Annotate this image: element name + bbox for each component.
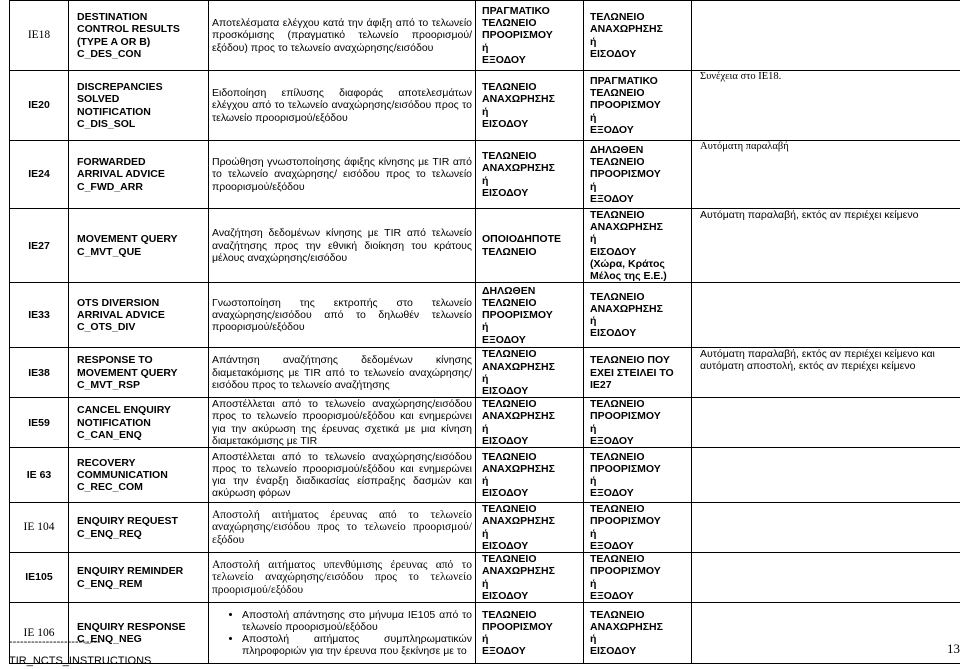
name-line: COMMUNICATION — [77, 468, 168, 481]
sender-office — [476, 398, 584, 448]
dep-line: ΕΙΣΟΔΟΥ — [590, 245, 637, 258]
dep-line: ΕΞΟΔΟΥ — [590, 123, 634, 136]
name-line: NOTIFICATION — [77, 105, 151, 118]
message-description: Αποστολή αιτήματος υπενθύμισης έρευνας από το τελωνείο αναχώρησης/εισόδου προς το τελωνείο προορισμού/εξόδου — [209, 553, 476, 603]
footer-separator: ------------------------- — [9, 636, 101, 648]
recipient-office — [584, 348, 692, 398]
recipient-office — [584, 448, 692, 503]
message-code: ΙΕ105 — [10, 553, 69, 603]
dest-line: ή — [482, 105, 489, 118]
dep-line: ή — [590, 577, 597, 590]
name-line: OTS DIVERSION — [77, 296, 160, 309]
dep-line: ή — [590, 633, 597, 646]
dep-line: ΙΕ27 — [590, 378, 612, 391]
dep-line: ή — [590, 527, 597, 540]
dest-line: ΟΠΟΙΟΔΗΠΟΤΕ — [482, 233, 562, 246]
dest-line: ΑΝΑΧΩΡΗΣΗΣ — [482, 462, 555, 475]
dest-line: ΤΕΛΩΝΕΙΟ — [482, 503, 537, 516]
message-description: Απάντηση αναζήτησης δεδομένων κίνησης διαμετακόμισης με TIR από το τελωνείο αναχώρησης/εισόδου προς το τελωνείο αναζήτησης — [209, 348, 476, 398]
dep-line: ΑΝΑΧΩΡΗΣΗΣ — [590, 303, 663, 316]
name-line: C_ENQ_NEG — [77, 633, 142, 646]
name-line: SOLVED — [77, 93, 120, 106]
name-line: DESTINATION — [77, 11, 148, 24]
name-line: CANCEL ENQUIRY — [77, 404, 171, 417]
table-row — [10, 603, 960, 664]
dest-line: ή — [482, 422, 489, 435]
message-name — [69, 553, 209, 603]
message-description: Γνωστοποίηση της εκτροπής στο τελωνείο αναχώρησης/εισόδου από το δηλωθέν τελωνείο προορισμού/εξόδου — [209, 283, 476, 348]
sender-office — [476, 503, 584, 553]
dep-line: ΑΝΑΧΩΡΗΣΗΣ — [590, 620, 663, 633]
bullet-item: • Αποστολή αιτήματος συμπληρωματικών πληροφοριών για την έρευνα που ξεκίνησε με το — [242, 633, 472, 657]
table-row — [10, 448, 960, 503]
dest-line: ΑΝΑΧΩΡΗΣΗΣ — [482, 93, 555, 106]
name-line: ARRIVAL ADVICE — [77, 309, 165, 322]
dest-line: ΑΝΑΧΩΡΗΣΗΣ — [482, 565, 555, 578]
dest-line: ΔΗΛΩΘΕΝ — [482, 284, 536, 297]
dep-line: ΕΞΟΔΟΥ — [590, 434, 634, 447]
message-name — [69, 283, 209, 348]
sender-office — [476, 603, 584, 664]
recipient-office — [584, 209, 692, 283]
remarks: Αυτόματη παραλαβή, εκτός αν περιέχει κείμενο — [692, 209, 960, 283]
remarks: Αυτόματη παραλαβή, εκτός αν περιέχει κείμενο και αυτόματη αποστολή, εκτός αν περιέχει κείμενο — [692, 348, 960, 398]
remarks — [692, 283, 960, 348]
dep-line: ΠΡΟΟΡΙΣΜΟΥ — [590, 168, 661, 181]
dest-line: ΤΕΛΩΝΕΙΟ — [482, 296, 537, 309]
message-description: Αποτελέσματα ελέγχου κατά την άφιξη από το τελωνείο προσκόμισης (πραγματικό τελωνείο προορισμού/εξόδου) προς το τελωνείο αναχώρησης/εισόδου — [209, 1, 476, 71]
remarks — [692, 503, 960, 553]
name-line: ENQUIRY RESPONSE — [77, 620, 186, 633]
dest-line: ή — [482, 527, 489, 540]
sender-office — [476, 448, 584, 503]
dep-line: ή — [590, 422, 597, 435]
name-line: C_MVT_RSP — [77, 378, 141, 391]
dest-line: ΤΕΛΩΝΕΙΟ — [482, 398, 537, 411]
name-line: RECOVERY — [77, 456, 136, 469]
dest-line: ΕΞΟΔΟΥ — [482, 333, 526, 346]
dest-line: ΕΙΣΟΔΟΥ — [482, 589, 529, 602]
remarks — [692, 603, 960, 664]
table-row — [10, 553, 960, 603]
dep-line: ΠΡΟΟΡΙΣΜΟΥ — [590, 410, 661, 423]
remarks: Αυτόματη παραλαβή — [692, 141, 960, 209]
recipient-office — [584, 603, 692, 664]
footer-filename: TIR_NCTS_INSTRUCTIONS — [9, 655, 152, 667]
name-line: C_ENQ_REQ — [77, 527, 142, 540]
message-name — [69, 448, 209, 503]
table-row — [10, 71, 960, 141]
message-description: Αποστέλλεται από το τελωνείο αναχώρησης/εισόδου προς το τελωνείο προορισμού/εξόδου και ενημερώνει για την έναρξη διαδικασίας είσπραξης δασμών και ακύρωση φόρων — [209, 448, 476, 503]
dest-line: ΠΡΟΟΡΙΣΜΟΥ — [482, 29, 553, 42]
dep-line: ή — [590, 180, 597, 193]
remarks — [692, 398, 960, 448]
dep-line: ΤΕΛΩΝΕΙΟ — [590, 156, 645, 169]
dep-line: (Χώρα, Κράτος — [590, 257, 665, 270]
dest-line: ΕΙΣΟΔΟΥ — [482, 117, 529, 130]
dest-line: ΠΡΑΓΜΑΤΙΚΟ — [482, 4, 550, 17]
message-code: ΙΕ38 — [10, 348, 69, 398]
table-row — [10, 1, 960, 71]
remarks — [692, 448, 960, 503]
message-code: ΙΕ24 — [10, 141, 69, 209]
message-code: IE 104 — [10, 503, 69, 553]
dest-line: ΑΝΑΧΩΡΗΣΗΣ — [482, 410, 555, 423]
sender-office — [476, 283, 584, 348]
dest-line: ή — [482, 321, 489, 334]
dep-line: ΕΧΕΙ ΣΤΕΙΛΕΙ ΤΟ — [590, 366, 674, 379]
dep-line: ΠΡΟΟΡΙΣΜΟΥ — [590, 462, 661, 475]
remarks: Συνέχεια στο ΙΕ18. — [692, 71, 960, 141]
name-line: C_OTS_DIV — [77, 321, 136, 334]
dest-line: ΤΕΛΩΝΕΙΟ — [482, 81, 537, 94]
sender-office — [476, 553, 584, 603]
dep-line: ΤΕΛΩΝΕΙΟ — [590, 608, 645, 621]
remarks — [692, 553, 960, 603]
table-row — [10, 283, 960, 348]
name-line: C_ENQ_REM — [77, 577, 143, 590]
message-table — [9, 0, 960, 664]
dep-line: ΤΕΛΩΝΕΙΟ — [590, 398, 645, 411]
page-number: 13 — [947, 641, 960, 656]
name-line: MOVEMENT QUERY — [77, 366, 178, 379]
recipient-office — [584, 71, 692, 141]
name-line: C_MVT_QUE — [77, 245, 142, 258]
dest-line: ΠΡΟΟΡΙΣΜΟΥ — [482, 309, 553, 322]
table-row — [10, 348, 960, 398]
dest-line: ΕΞΟΔΟΥ — [482, 645, 526, 658]
name-line: FORWARDED — [77, 156, 146, 169]
dep-line: ΑΝΑΧΩΡΗΣΗΣ — [590, 221, 663, 234]
name-line: RESPONSE TO — [77, 354, 153, 367]
message-name — [69, 71, 209, 141]
dest-line: ΤΕΛΩΝΕΙΟ — [482, 245, 537, 258]
dest-line: ΑΝΑΧΩΡΗΣΗΣ — [482, 515, 555, 528]
dep-line: ΕΙΣΟΔΟΥ — [590, 47, 637, 60]
dest-line: ΤΕΛΩΝΕΙΟ — [482, 348, 537, 361]
message-name — [69, 503, 209, 553]
dest-line: ΑΝΑΧΩΡΗΣΗΣ — [482, 360, 555, 373]
name-line: ENQUIRY REQUEST — [77, 515, 178, 528]
description-bullets — [212, 609, 472, 658]
dep-line: ΕΞΟΔΟΥ — [590, 487, 634, 500]
dep-line: ΠΡΑΓΜΑΤΙΚΟ — [590, 74, 658, 87]
dest-line: ΕΙΣΟΔΟΥ — [482, 539, 529, 552]
name-line: C_FWD_ARR — [77, 180, 143, 193]
dest-line: ΕΙΣΟΔΟΥ — [482, 186, 529, 199]
dep-line: Μέλος της Ε.Ε.) — [590, 270, 667, 283]
table-row — [10, 398, 960, 448]
dep-line: ΑΝΑΧΩΡΗΣΗΣ — [590, 23, 663, 36]
name-line: CONTROL RESULTS — [77, 23, 180, 36]
sender-office — [476, 141, 584, 209]
name-line: C_DIS_SOL — [77, 117, 136, 130]
table-row — [10, 141, 960, 209]
dep-line: ΠΡΟΟΡΙΣΜΟΥ — [590, 99, 661, 112]
dep-line: ΕΞΟΔΟΥ — [590, 589, 634, 602]
dep-line: ΤΕΛΩΝΕΙΟ — [590, 209, 645, 221]
dep-line: ΔΗΛΩΘΕΝ — [590, 143, 644, 156]
dep-line: ΕΞΟΔΟΥ — [590, 192, 634, 205]
table-row — [10, 209, 960, 283]
sender-office — [476, 209, 584, 283]
dep-line: ΕΙΣΟΔΟΥ — [590, 645, 637, 658]
dest-line: ΕΙΣΟΔΟΥ — [482, 384, 529, 397]
table-row — [10, 503, 960, 553]
recipient-office — [584, 1, 692, 71]
name-line: (TYPE A OR B) — [77, 35, 151, 48]
message-name — [69, 348, 209, 398]
dest-line: ΤΕΛΩΝΕΙΟ — [482, 450, 537, 463]
sender-office — [476, 1, 584, 71]
dep-line: ΤΕΛΩΝΕΙΟ — [590, 87, 645, 100]
dest-line: ή — [482, 475, 489, 488]
message-description: Προώθηση γνωστοποίησης άφιξης κίνησης με TIR από το τελωνείο αναχώρησης/ εισόδου προς το τελωνείο προορισμού/εξόδου — [209, 141, 476, 209]
dest-line: ΕΙΣΟΔΟΥ — [482, 487, 529, 500]
message-description: Ειδοποίηση επίλυσης διαφοράς αποτελεσμάτων ελέγχου από το τελωνείο αναχώρησης/εισόδου προς το τελωνείο προορισμού/εξόδου — [209, 71, 476, 141]
message-name — [69, 209, 209, 283]
sender-office — [476, 348, 584, 398]
message-description: Αποστέλλεται από το τελωνείο αναχώρησης/εισόδου προς το τελωνείο προορισμού/εξόδου και ενημερώνει για την ακύρωση της έρευνας σχετικά με μια κίνηση διαμετακόμισης με TIR — [209, 398, 476, 448]
message-name — [69, 1, 209, 71]
message-description: Αποστολή αιτήματος έρευνας από το τελωνείο αναχώρησης/εισόδου προς το τελωνείο προορισμού/εξόδου — [209, 503, 476, 553]
dep-line: ή — [590, 315, 597, 328]
message-description — [209, 603, 476, 664]
dest-line: ΑΝΑΧΩΡΗΣΗΣ — [482, 162, 555, 175]
recipient-office — [584, 141, 692, 209]
dest-line: ή — [482, 577, 489, 590]
dep-line: ή — [590, 111, 597, 124]
message-name — [69, 398, 209, 448]
dest-line: ΤΕΛΩΝΕΙΟ — [482, 553, 537, 566]
recipient-office — [584, 553, 692, 603]
name-line: C_REC_COM — [77, 481, 143, 494]
message-code: ΙΕ20 — [10, 71, 69, 141]
dep-line: ή — [590, 475, 597, 488]
dest-line: ΕΞΟΔΟΥ — [482, 53, 526, 66]
message-code: IE 106 — [10, 603, 69, 664]
recipient-office — [584, 503, 692, 553]
message-code: ΙΕ33 — [10, 283, 69, 348]
dep-line: ΤΕΛΩΝΕΙΟ — [590, 450, 645, 463]
dest-line: ή — [482, 633, 489, 646]
dest-line: ή — [482, 174, 489, 187]
name-line: DISCREPANCIES — [77, 81, 163, 94]
dep-line: ή — [590, 233, 597, 246]
message-code: ΙΕ27 — [10, 209, 69, 283]
dest-line: ΠΡΟΟΡΙΣΜΟΥ — [482, 620, 553, 633]
dep-line: ΠΡΟΟΡΙΣΜΟΥ — [590, 515, 661, 528]
recipient-office — [584, 283, 692, 348]
dep-line: ΤΕΛΩΝΕΙΟ — [590, 290, 645, 303]
remarks — [692, 1, 960, 71]
dest-line: ΤΕΛΩΝΕΙΟ — [482, 608, 537, 621]
message-code: ΙΕ18 — [10, 1, 69, 71]
name-line: NOTIFICATION — [77, 416, 151, 429]
dep-line: ΤΕΛΩΝΕΙΟ — [590, 553, 645, 566]
dest-line: ΤΕΛΩΝΕΙΟ — [482, 150, 537, 163]
name-line: ARRIVAL ADVICE — [77, 168, 165, 181]
name-line: C_CAN_ENQ — [77, 428, 142, 441]
message-code: ΙΕ 63 — [10, 448, 69, 503]
sender-office — [476, 71, 584, 141]
dep-line: ΤΕΛΩΝΕΙΟ ΠΟΥ — [590, 354, 670, 367]
dep-line: ΠΡΟΟΡΙΣΜΟΥ — [590, 565, 661, 578]
dep-line: ΤΕΛΩΝΕΙΟ — [590, 503, 645, 516]
dep-line: ΕΙΣΟΔΟΥ — [590, 327, 637, 340]
bullet-item: • Αποστολή απάντησης στο μήνυμα ΙΕ105 από το τελωνείο προορισμού/εξόδου — [242, 609, 472, 633]
recipient-office — [584, 398, 692, 448]
message-code: ΙΕ59 — [10, 398, 69, 448]
message-description: Αναζήτηση δεδομένων κίνησης με TIR από τελωνείο αναζήτησης προς την εθνική διοίκηση του κράτους μέλους αναχώρησης/εισόδου — [209, 209, 476, 283]
dest-line: ΤΕΛΩΝΕΙΟ — [482, 17, 537, 30]
dep-line: ΕΞΟΔΟΥ — [590, 539, 634, 552]
dep-line: ΤΕΛΩΝΕΙΟ — [590, 11, 645, 24]
dest-line: ή — [482, 372, 489, 385]
name-line: MOVEMENT QUERY — [77, 233, 178, 246]
dest-line: ή — [482, 41, 489, 54]
dep-line: ή — [590, 35, 597, 48]
name-line: C_DES_CON — [77, 47, 142, 60]
name-line: ENQUIRY REMINDER — [77, 565, 184, 578]
message-name — [69, 141, 209, 209]
dest-line: ΕΙΣΟΔΟΥ — [482, 434, 529, 447]
